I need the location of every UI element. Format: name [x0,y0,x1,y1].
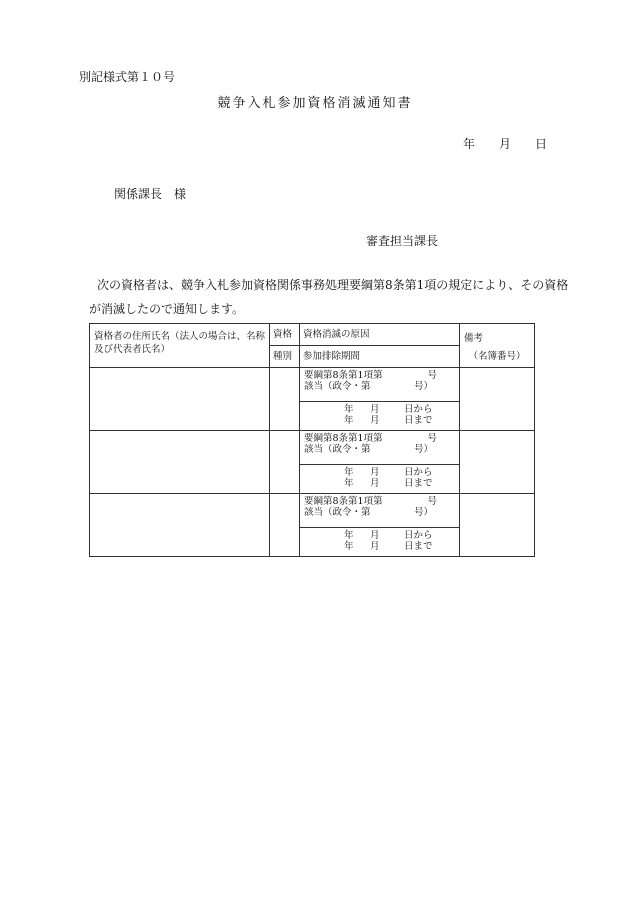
period-from-year: 年 [344,467,354,478]
cell-type[interactable] [270,431,300,494]
cell-reason[interactable] [300,431,460,465]
date-year: 年 [463,137,476,151]
cell-name[interactable] [90,494,270,557]
header-reason: 資格消滅の原因 [300,324,460,346]
header-period: 参加排除期間 [300,346,460,368]
reason-article-suffix: 号 [427,433,437,444]
cell-period[interactable] [300,465,460,494]
period-to-month: 月 [370,478,380,489]
period-from-month: 月 [370,404,380,415]
cell-reason[interactable] [300,494,460,528]
header-type-top: 資格 [270,324,300,346]
form-number: 別記様式第１０号 [79,70,176,84]
period-from-day: 日から [404,467,433,478]
reason-ordinance: 該当（政令・第 [304,507,371,518]
period-from-day: 日から [404,404,433,415]
reason-article-suffix: 号 [427,370,437,381]
period-to-year: 年 [344,541,354,552]
cell-type[interactable] [270,368,300,431]
cell-remarks[interactable] [460,368,535,431]
period-to-day: 日まで [404,415,433,426]
header-type-bottom: 種別 [270,346,300,368]
period-from-month: 月 [370,530,380,541]
date-month: 月 [499,137,512,151]
period-to-month: 月 [370,415,380,426]
date-line [463,135,547,152]
body-text-line-2: が消滅したので通知します。 [89,302,245,316]
header-remarks-sub: （名簿番号） [468,351,526,362]
page-title: 競争入札参加資格消滅通知書 [217,96,413,111]
header-name-address: 資格者の住所氏名（法人の場合は、名称及び代表者氏名） [90,324,270,368]
cell-remarks[interactable] [460,494,535,557]
qualification-table [89,323,535,557]
period-from-month: 月 [370,467,380,478]
issuer: 審査担当課長 [366,234,439,248]
cell-period[interactable] [300,528,460,557]
header-remarks-label: 備考 [464,333,484,344]
period-to-year: 年 [344,415,354,426]
header-remarks [460,324,535,368]
reason-ordinance-suffix: 号） [413,444,433,455]
cell-reason[interactable] [300,368,460,402]
cell-period[interactable] [300,402,460,431]
period-to-day: 日まで [404,541,433,552]
period-from-day: 日から [404,530,433,541]
reason-article-suffix: 号 [427,496,437,507]
period-to-year: 年 [344,478,354,489]
period-to-month: 月 [370,541,380,552]
period-from-year: 年 [344,404,354,415]
date-day: 日 [535,137,548,151]
reason-ordinance-suffix: 号） [413,507,433,518]
reason-ordinance: 該当（政令・第 [304,381,371,392]
reason-ordinance-suffix: 号） [413,381,433,392]
body-text-line-1: 次の資格者は、競争入札参加資格関係事務処理要綱第8条第1項の規定により、その資格 [97,278,569,292]
reason-article: 要綱第8条第1項第 [304,370,383,381]
reason-article: 要綱第8条第1項第 [304,433,383,444]
period-to-day: 日まで [404,478,433,489]
cell-type[interactable] [270,494,300,557]
reason-article: 要綱第8条第1項第 [304,496,383,507]
reason-ordinance: 該当（政令・第 [304,444,371,455]
period-from-year: 年 [344,530,354,541]
addressee: 関係課長 様 [114,187,187,201]
cell-name[interactable] [90,368,270,431]
cell-name[interactable] [90,431,270,494]
cell-remarks[interactable] [460,431,535,494]
